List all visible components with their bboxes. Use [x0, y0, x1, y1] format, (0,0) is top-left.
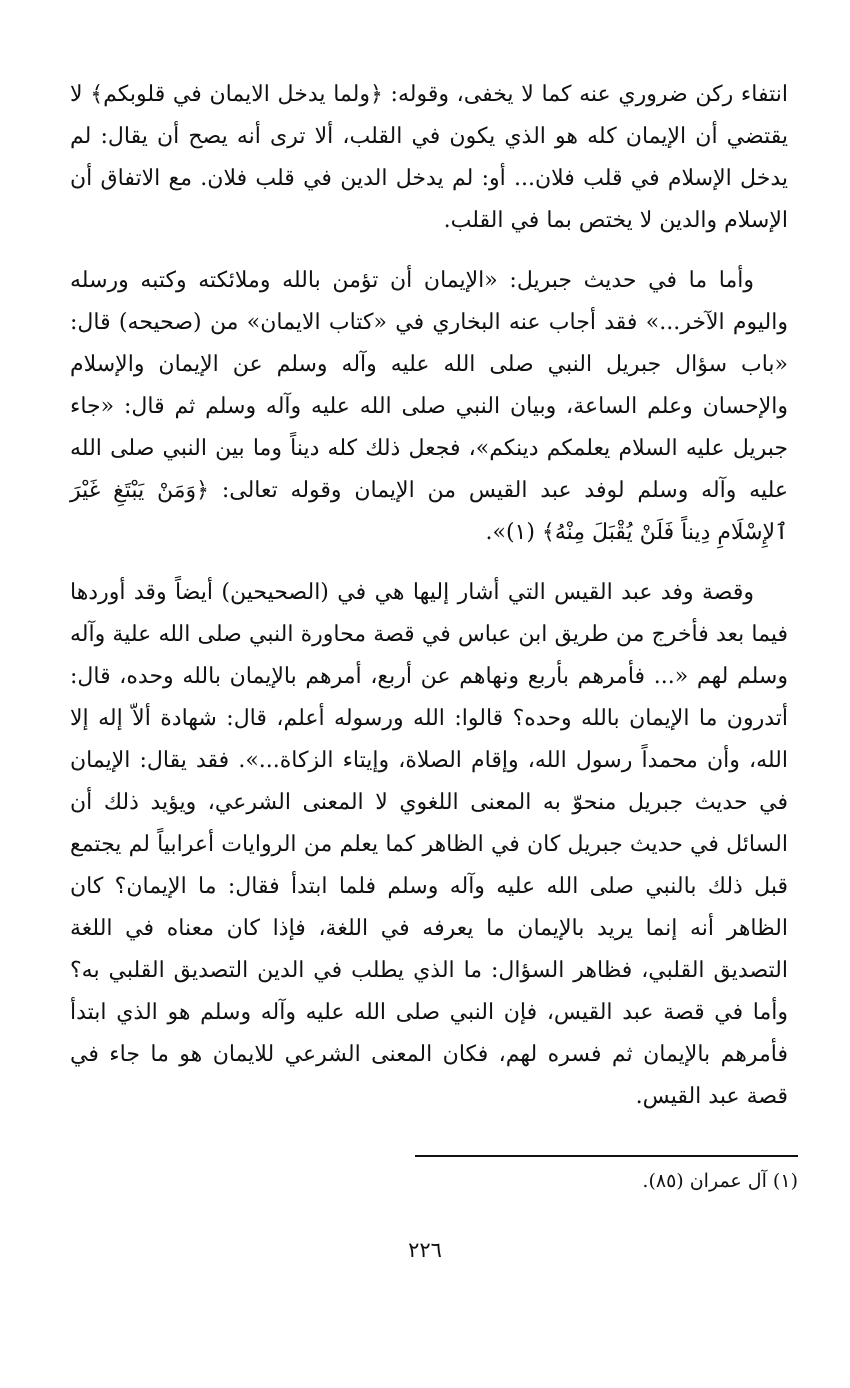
footnote-divider	[415, 1155, 798, 1157]
footnote: (١) آل عمران (٨٥).	[642, 1170, 798, 1192]
page-number: ٢٢٦	[408, 1238, 442, 1262]
paragraph-1: انتفاء ركن ضروري عنه كما لا يخفى، وقوله: ﴿ولما يدخل الايمان في قلوبكم﴾ لا يقتضي أن الإيمان كله هو الذي يكون في القلب، ألا ترى أنه يصح أن يقال: لم يدخل الإسلام في قلب فلان... أو: لم يدخل الدين في قلب فلان. مع الاتفاق أن الإسلام والدين لا يختص بما في القلب.	[70, 82, 788, 233]
paragraph-2: وأما ما في حديث جبريل: «الإيمان أن تؤمن بالله وملائكته وكتبه ورسله واليوم الآخر...» فقد أجاب عنه البخاري في «كتاب الايمان» من (صحيحه) قال: «باب سؤال جبريل النبي صلى الله عليه وآله وسلم عن الإيمان والإسلام والإحسان وعلم الساعة، وبيان النبي صلى الله عليه وآله وسلم ثم قال: «جاء جبريل عليه السلام يعلمكم دينكم»، فجعل ذلك كله ديناً وما بين النبي صلى الله عليه وآله وسلم لوفد عبد القيس من الإيمان وقوله تعالى: ﴿وَمَنْ يَبْتَغِ غَيْرَ ٱلإِسْلَامِ دِيناً فَلَنْ يُقْبَلَ مِنْهُ﴾ (١)».	[70, 268, 788, 545]
page-body	[70, 74, 788, 1118]
paragraph-3: وقصة وفد عبد القيس التي أشار إليها هي في (الصحيحين) أيضاً وقد أوردها فيما بعد فأخرج من طريق ابن عباس في قصة محاورة النبي صلى الله علية وآله وسلم لهم «... فأمرهم بأربع ونهاهم عن أربع، أمرهم بالإيمان بالله وحده، قال: أتدرون ما الإيمان بالله وحده؟ قالوا: الله ورسوله أعلم، قال: شهادة ألاّ إله إلا الله، وأن محمداً رسول الله، وإقام الصلاة، وإيتاء الزكاة...». فقد يقال: الإيمان في حديث جبريل منحوّ به المعنى اللغوي لا المعنى الشرعي، ويؤيد ذلك أن السائل في حديث جبريل كان في الظاهر كما يعلم من الروايات أعرابياً لم يجتمع قبل ذلك بالنبي صلى الله عليه وآله وسلم فلما ابتدأ فقال: ما الإيمان؟ كان الظاهر أنه إنما يريد بالإيمان ما يعرفه في اللغة، فإذا كان معناه في اللغة التصديق القلبي، فظاهر السؤال: ما الذي يطلب في الدين التصديق القلبي به؟ وأما في قصة عبد القيس، فإن النبي صلى الله عليه وآله وسلم هو الذي ابتدأ فأمرهم بالإيمان ثم فسره لهم، فكان المعنى الشرعي للايمان هو ما جاء في قصة عبد القيس.	[70, 580, 788, 1109]
